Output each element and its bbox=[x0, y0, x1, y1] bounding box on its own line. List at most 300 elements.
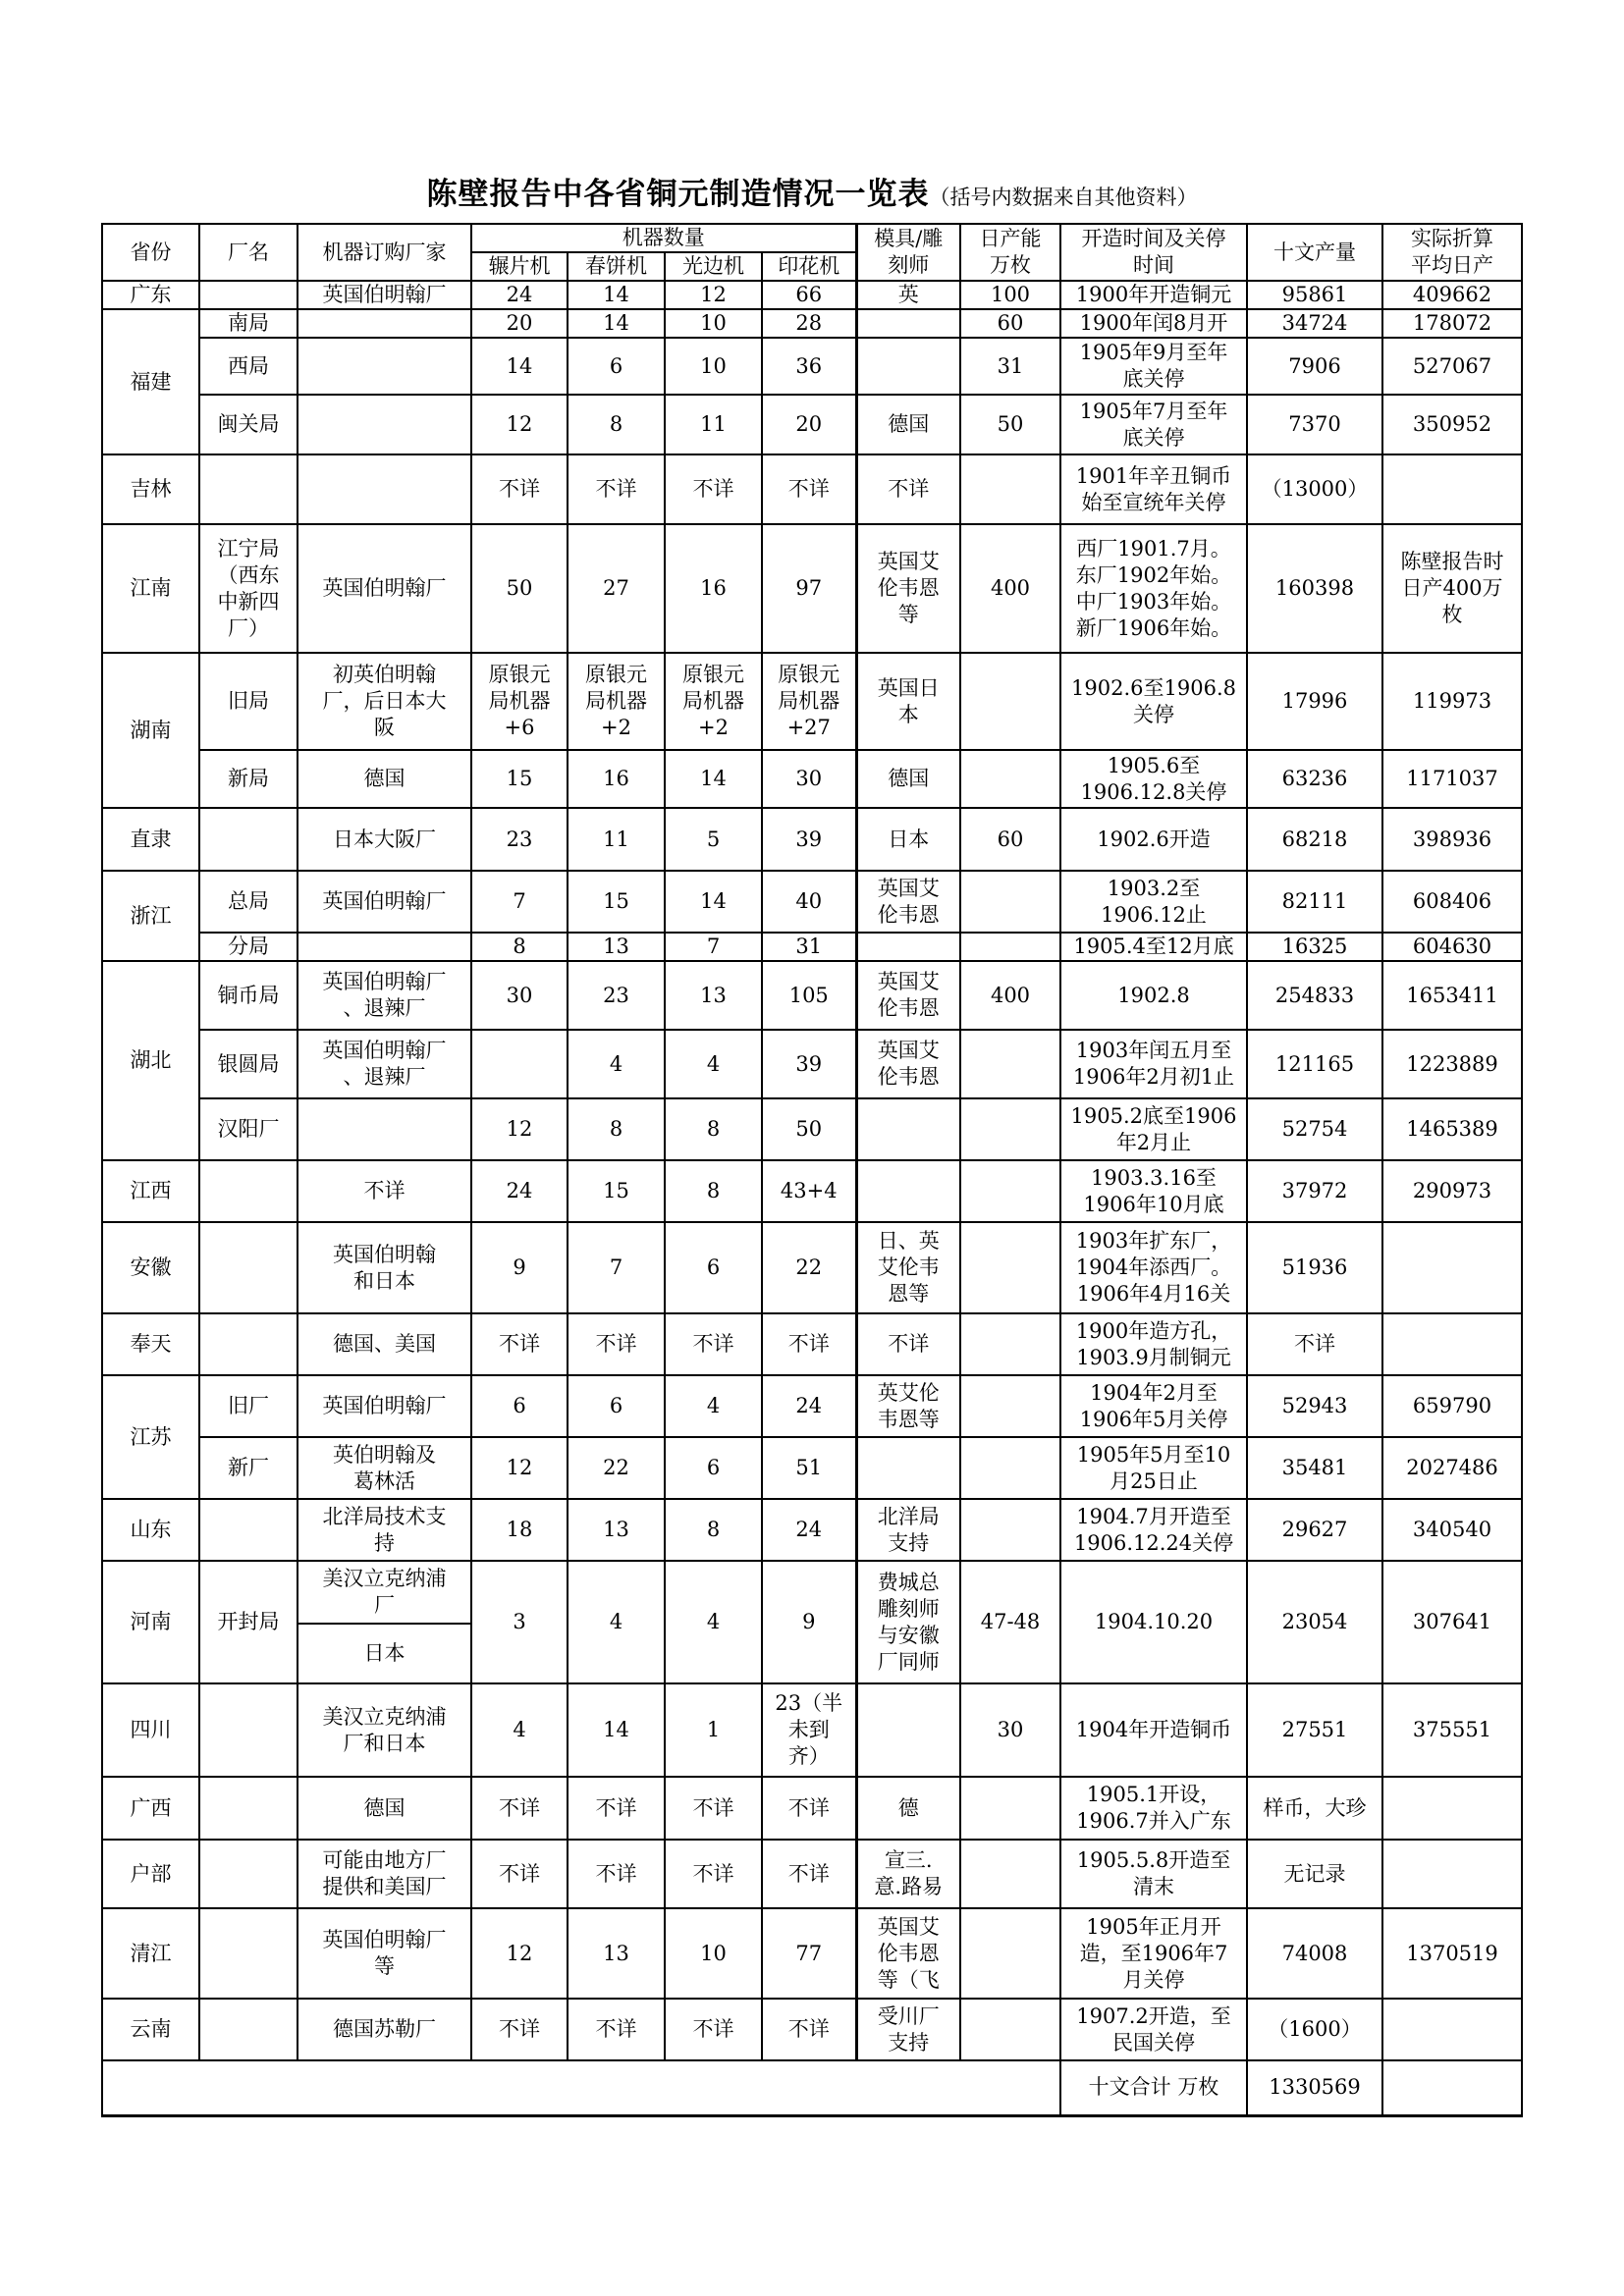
cell-output: 68218 bbox=[1247, 808, 1382, 871]
cell-output: 无记录 bbox=[1247, 1840, 1382, 1908]
cell-edge: 不详 bbox=[665, 1999, 762, 2060]
cell-supplier: 美汉立克纳浦 厂 bbox=[298, 1561, 471, 1624]
cell-province: 江苏 bbox=[102, 1375, 199, 1499]
cell-roller: 7 bbox=[471, 871, 568, 933]
cell-blank: 不详 bbox=[568, 1840, 665, 1908]
cell-output: 35481 bbox=[1247, 1437, 1382, 1499]
cell-avg: 604630 bbox=[1382, 933, 1522, 961]
cell-roller: 3 bbox=[471, 1561, 568, 1683]
cell-blank: 6 bbox=[568, 1375, 665, 1437]
cell-edge: 原银元 局机器 +2 bbox=[665, 653, 762, 750]
cell-output: 23054 bbox=[1247, 1561, 1382, 1683]
cell-avg: 409662 bbox=[1382, 281, 1522, 309]
table-row bbox=[102, 1840, 1522, 1908]
cell-press: 24 bbox=[762, 1375, 856, 1437]
cell-output: 7906 bbox=[1247, 338, 1382, 395]
cell-avg: 1171037 bbox=[1382, 750, 1522, 808]
header-edge: 光边机 bbox=[665, 252, 762, 281]
cell-factory: 江宁局 （西东 中新四 厂） bbox=[199, 524, 298, 653]
cell-daily bbox=[960, 454, 1060, 524]
cell-edge: 14 bbox=[665, 750, 762, 808]
cell-die: 英国艾 伦韦恩 等（飞 bbox=[856, 1908, 960, 1999]
table-row bbox=[102, 1375, 1522, 1437]
cell-avg bbox=[1382, 1999, 1522, 2060]
cell-roller: 8 bbox=[471, 933, 568, 961]
cell-blank: 8 bbox=[568, 1098, 665, 1160]
table-row bbox=[102, 1908, 1522, 1999]
table-row bbox=[102, 281, 1522, 309]
cell-press: 36 bbox=[762, 338, 856, 395]
cell-supplier: 德国苏勒厂 bbox=[298, 1999, 471, 2060]
cell-blank: 4 bbox=[568, 1561, 665, 1683]
cell-blank: 不详 bbox=[568, 1999, 665, 2060]
cell-blank: 13 bbox=[568, 1499, 665, 1561]
table-row bbox=[102, 1499, 1522, 1561]
header-province: 省份 bbox=[102, 224, 199, 281]
cell-die: 日、英 艾伦韦 恩等 bbox=[856, 1222, 960, 1313]
cell-avg: 1465389 bbox=[1382, 1098, 1522, 1160]
cell-blank: 8 bbox=[568, 395, 665, 454]
header-press: 印花机 bbox=[762, 252, 856, 281]
cell-blank: 14 bbox=[568, 309, 665, 338]
cell-supplier bbox=[298, 1098, 471, 1160]
table-row bbox=[102, 395, 1522, 454]
cell-period: 1903年闰五月至 1906年2月初1止 bbox=[1060, 1030, 1247, 1098]
cell-period: 1901年辛丑铜币 始至宣统年关停 bbox=[1060, 454, 1247, 524]
cell-period: 1903年扩东厂， 1904年添西厂。 1906年4月16关 bbox=[1060, 1222, 1247, 1313]
cell-press: 105 bbox=[762, 961, 856, 1030]
cell-roller: 不详 bbox=[471, 1777, 568, 1840]
cell-die: 北洋局 支持 bbox=[856, 1499, 960, 1561]
cell-output: （1600） bbox=[1247, 1999, 1382, 2060]
cell-daily bbox=[960, 1777, 1060, 1840]
cell-period: 1902.6至1906.8 关停 bbox=[1060, 653, 1247, 750]
table-row bbox=[102, 338, 1522, 395]
table-row bbox=[102, 309, 1522, 338]
cell-edge: 1 bbox=[665, 1683, 762, 1777]
cell-press: 不详 bbox=[762, 1777, 856, 1840]
cell-period: 1904.10.20 bbox=[1060, 1561, 1247, 1683]
cell-die bbox=[856, 309, 960, 338]
cell-daily: 400 bbox=[960, 961, 1060, 1030]
table-row bbox=[102, 1222, 1522, 1313]
cell-factory bbox=[199, 281, 298, 309]
cell-roller: 50 bbox=[471, 524, 568, 653]
cell-output: 17996 bbox=[1247, 653, 1382, 750]
cell-province: 湖南 bbox=[102, 653, 199, 808]
cell-avg: 290973 bbox=[1382, 1160, 1522, 1222]
cell-die bbox=[856, 1098, 960, 1160]
cell-daily bbox=[960, 871, 1060, 933]
table-row bbox=[102, 454, 1522, 524]
cell-blank: 16 bbox=[568, 750, 665, 808]
cell-press: 24 bbox=[762, 1499, 856, 1561]
cell-period: 1900年闰8月开 bbox=[1060, 309, 1247, 338]
cell-die: 英国艾 伦韦恩 bbox=[856, 1030, 960, 1098]
cell-edge: 13 bbox=[665, 961, 762, 1030]
cell-output: 52754 bbox=[1247, 1098, 1382, 1160]
cell-roller: 不详 bbox=[471, 454, 568, 524]
cell-daily: 100 bbox=[960, 281, 1060, 309]
cell-supplier bbox=[298, 309, 471, 338]
cell-factory: 新局 bbox=[199, 750, 298, 808]
cell-roller: 20 bbox=[471, 309, 568, 338]
cell-daily bbox=[960, 1999, 1060, 2060]
cell-period: 1903.3.16至 1906年10月底 bbox=[1060, 1160, 1247, 1222]
cell-supplier: 可能由地方厂 提供和美国厂 bbox=[298, 1840, 471, 1908]
table-row bbox=[102, 1561, 1522, 1624]
cell-edge: 8 bbox=[665, 1098, 762, 1160]
cell-province: 江西 bbox=[102, 1160, 199, 1222]
cell-output: 82111 bbox=[1247, 871, 1382, 933]
table-row bbox=[102, 524, 1522, 653]
cell-edge: 5 bbox=[665, 808, 762, 871]
cell-factory bbox=[199, 454, 298, 524]
cell-factory bbox=[199, 1999, 298, 2060]
cell-roller: 原银元 局机器 +6 bbox=[471, 653, 568, 750]
cell-roller: 12 bbox=[471, 1437, 568, 1499]
cell-die: 日本 bbox=[856, 808, 960, 871]
cell-factory bbox=[199, 1499, 298, 1561]
cell-period: 西厂1901.7月。 东厂1902年始。 中厂1903年始。 新厂1906年始。 bbox=[1060, 524, 1247, 653]
title-note: （括号内数据来自其他资料） bbox=[929, 186, 1198, 209]
header-factory: 厂名 bbox=[199, 224, 298, 281]
cell-factory: 开封局 bbox=[199, 1561, 298, 1683]
cell-supplier: 英国伯明翰厂 、退辣厂 bbox=[298, 1030, 471, 1098]
cell-supplier: 英国伯明翰厂 、退辣厂 bbox=[298, 961, 471, 1030]
cell-supplier: 德国 bbox=[298, 750, 471, 808]
cell-press: 28 bbox=[762, 309, 856, 338]
cell-factory bbox=[199, 1840, 298, 1908]
cell-avg bbox=[1382, 1840, 1522, 1908]
cell-daily: 60 bbox=[960, 309, 1060, 338]
cell-factory bbox=[199, 1313, 298, 1375]
cell-edge: 16 bbox=[665, 524, 762, 653]
cell-factory: 南局 bbox=[199, 309, 298, 338]
cell-die: 英国艾 伦韦恩 等 bbox=[856, 524, 960, 653]
cell-province: 四川 bbox=[102, 1683, 199, 1777]
cell-period: 1905年正月开 造，至1906年7 月关停 bbox=[1060, 1908, 1247, 1999]
table-row bbox=[102, 1160, 1522, 1222]
cell-blank: 13 bbox=[568, 933, 665, 961]
total-value: 1330569 bbox=[1247, 2060, 1382, 2115]
cell-supplier: 美汉立克纳浦 厂和日本 bbox=[298, 1683, 471, 1777]
cell-roller: 6 bbox=[471, 1375, 568, 1437]
cell-province: 江南 bbox=[102, 524, 199, 653]
cell-output: 16325 bbox=[1247, 933, 1382, 961]
cell-press: 97 bbox=[762, 524, 856, 653]
header-blank: 春饼机 bbox=[568, 252, 665, 281]
header-die: 模具/雕 刻师 bbox=[856, 224, 960, 281]
cell-province: 奉天 bbox=[102, 1313, 199, 1375]
cell-period: 1904.7月开造至 1906.12.24关停 bbox=[1060, 1499, 1247, 1561]
cell-province: 吉林 bbox=[102, 454, 199, 524]
cell-press: 20 bbox=[762, 395, 856, 454]
cell-period: 1904年2月至 1906年5月关停 bbox=[1060, 1375, 1247, 1437]
total-blank bbox=[102, 2060, 1060, 2115]
cell-supplier bbox=[298, 454, 471, 524]
cell-output: （13000） bbox=[1247, 454, 1382, 524]
cell-die: 受川厂 支持 bbox=[856, 1999, 960, 2060]
cell-roller: 12 bbox=[471, 395, 568, 454]
cell-period: 1902.6开造 bbox=[1060, 808, 1247, 871]
cell-supplier: 北洋局技术支 持 bbox=[298, 1499, 471, 1561]
cell-supplier: 德国 bbox=[298, 1777, 471, 1840]
cell-output: 29627 bbox=[1247, 1499, 1382, 1561]
cell-avg: 350952 bbox=[1382, 395, 1522, 454]
cell-edge: 不详 bbox=[665, 1840, 762, 1908]
cell-daily: 30 bbox=[960, 1683, 1060, 1777]
cell-die: 费城总 雕刻师 与安徽 厂同师 bbox=[856, 1561, 960, 1683]
cell-daily bbox=[960, 1437, 1060, 1499]
cell-province: 广西 bbox=[102, 1777, 199, 1840]
cell-daily bbox=[960, 933, 1060, 961]
cell-blank: 23 bbox=[568, 961, 665, 1030]
table-row bbox=[102, 1098, 1522, 1160]
cell-factory: 旧厂 bbox=[199, 1375, 298, 1437]
cell-die: 英 bbox=[856, 281, 960, 309]
cell-period: 1905.1开设， 1906.7并入广东 bbox=[1060, 1777, 1247, 1840]
table-row bbox=[102, 1313, 1522, 1375]
cell-factory: 新厂 bbox=[199, 1437, 298, 1499]
cell-blank: 11 bbox=[568, 808, 665, 871]
cell-die: 英国艾 伦韦恩 bbox=[856, 961, 960, 1030]
cell-factory: 分局 bbox=[199, 933, 298, 961]
table-row bbox=[102, 750, 1522, 808]
cell-die: 德国 bbox=[856, 750, 960, 808]
cell-roller: 不详 bbox=[471, 1999, 568, 2060]
cell-daily bbox=[960, 1375, 1060, 1437]
cell-edge: 10 bbox=[665, 1908, 762, 1999]
cell-edge: 不详 bbox=[665, 454, 762, 524]
header-avg: 实际折算 平均日产 bbox=[1382, 224, 1522, 281]
table-row bbox=[102, 933, 1522, 961]
cell-province: 广东 bbox=[102, 281, 199, 309]
cell-press: 51 bbox=[762, 1437, 856, 1499]
cell-period: 1904年开造铜币 bbox=[1060, 1683, 1247, 1777]
cell-period: 1905年9月至年 底关停 bbox=[1060, 338, 1247, 395]
cell-output: 254833 bbox=[1247, 961, 1382, 1030]
cell-edge: 不详 bbox=[665, 1313, 762, 1375]
cell-daily bbox=[960, 653, 1060, 750]
cell-roller: 12 bbox=[471, 1098, 568, 1160]
total-label: 十文合计 万枚 bbox=[1060, 2060, 1247, 2115]
cell-edge: 10 bbox=[665, 338, 762, 395]
cell-avg: 1370519 bbox=[1382, 1908, 1522, 1999]
cell-avg bbox=[1382, 1777, 1522, 1840]
cell-avg: 2027486 bbox=[1382, 1437, 1522, 1499]
cell-output: 34724 bbox=[1247, 309, 1382, 338]
cell-die bbox=[856, 933, 960, 961]
cell-press: 23（半 未到 齐） bbox=[762, 1683, 856, 1777]
total-avg bbox=[1382, 2060, 1522, 2115]
header-output: 十文产量 bbox=[1247, 224, 1382, 281]
cell-avg: 1223889 bbox=[1382, 1030, 1522, 1098]
cell-press: 不详 bbox=[762, 1840, 856, 1908]
cell-daily bbox=[960, 1840, 1060, 1908]
cell-roller: 15 bbox=[471, 750, 568, 808]
cell-supplier: 初英伯明翰 厂，后日本大 阪 bbox=[298, 653, 471, 750]
cell-press: 50 bbox=[762, 1098, 856, 1160]
cell-die: 宣三. 意.路易 bbox=[856, 1840, 960, 1908]
cell-avg: 398936 bbox=[1382, 808, 1522, 871]
cell-province: 云南 bbox=[102, 1999, 199, 2060]
cell-roller: 30 bbox=[471, 961, 568, 1030]
cell-province: 山东 bbox=[102, 1499, 199, 1561]
header-daily: 日产能 万枚 bbox=[960, 224, 1060, 281]
cell-daily bbox=[960, 1098, 1060, 1160]
cell-blank: 15 bbox=[568, 871, 665, 933]
cell-avg: 375551 bbox=[1382, 1683, 1522, 1777]
cell-factory: 银圆局 bbox=[199, 1030, 298, 1098]
table-row bbox=[102, 653, 1522, 750]
cell-blank: 原银元 局机器 +2 bbox=[568, 653, 665, 750]
cell-press: 66 bbox=[762, 281, 856, 309]
cell-period: 1905.5.8开造至 清末 bbox=[1060, 1840, 1247, 1908]
cell-daily bbox=[960, 1160, 1060, 1222]
cell-roller: 9 bbox=[471, 1222, 568, 1313]
cell-blank: 27 bbox=[568, 524, 665, 653]
cell-avg: 340540 bbox=[1382, 1499, 1522, 1561]
cell-province: 浙江 bbox=[102, 871, 199, 961]
cell-edge: 6 bbox=[665, 1437, 762, 1499]
cell-supplier: 英国伯明翰厂 等 bbox=[298, 1908, 471, 1999]
cell-factory: 铜币局 bbox=[199, 961, 298, 1030]
cell-supplier: 英国伯明翰厂 bbox=[298, 281, 471, 309]
cell-die: 不详 bbox=[856, 454, 960, 524]
cell-die: 英国日 本 bbox=[856, 653, 960, 750]
cell-province: 户部 bbox=[102, 1840, 199, 1908]
cell-output: 95861 bbox=[1247, 281, 1382, 309]
cell-die bbox=[856, 1683, 960, 1777]
title-main: 陈壁报告中各省铜元制造情况一览表 bbox=[426, 177, 930, 212]
cell-supplier: 日本 bbox=[298, 1624, 471, 1683]
table-row bbox=[102, 1683, 1522, 1777]
cell-output: 63236 bbox=[1247, 750, 1382, 808]
table-row bbox=[102, 1030, 1522, 1098]
copper-coin-table bbox=[101, 223, 1523, 2117]
cell-daily: 47-48 bbox=[960, 1561, 1060, 1683]
cell-period: 1900年开造铜元 bbox=[1060, 281, 1247, 309]
cell-avg: 119973 bbox=[1382, 653, 1522, 750]
cell-edge: 14 bbox=[665, 871, 762, 933]
cell-supplier bbox=[298, 395, 471, 454]
cell-output: 不详 bbox=[1247, 1313, 1382, 1375]
cell-press: 不详 bbox=[762, 1313, 856, 1375]
cell-factory: 总局 bbox=[199, 871, 298, 933]
cell-roller: 24 bbox=[471, 1160, 568, 1222]
cell-blank: 22 bbox=[568, 1437, 665, 1499]
cell-blank: 7 bbox=[568, 1222, 665, 1313]
cell-avg: 307641 bbox=[1382, 1561, 1522, 1683]
cell-press: 39 bbox=[762, 1030, 856, 1098]
cell-blank: 14 bbox=[568, 1683, 665, 1777]
cell-edge: 12 bbox=[665, 281, 762, 309]
cell-edge: 8 bbox=[665, 1499, 762, 1561]
cell-supplier: 日本大阪厂 bbox=[298, 808, 471, 871]
cell-avg: 178072 bbox=[1382, 309, 1522, 338]
header-period: 开造时间及关停 时间 bbox=[1060, 224, 1247, 281]
cell-edge: 4 bbox=[665, 1030, 762, 1098]
cell-period: 1903.2至 1906.12止 bbox=[1060, 871, 1247, 933]
cell-roller bbox=[471, 1030, 568, 1098]
cell-press: 77 bbox=[762, 1908, 856, 1999]
cell-period: 1905.6至 1906.12.8关停 bbox=[1060, 750, 1247, 808]
cell-province: 福建 bbox=[102, 309, 199, 454]
cell-output: 51936 bbox=[1247, 1222, 1382, 1313]
cell-daily bbox=[960, 1908, 1060, 1999]
cell-supplier: 不详 bbox=[298, 1160, 471, 1222]
cell-output: 52943 bbox=[1247, 1375, 1382, 1437]
cell-output: 37972 bbox=[1247, 1160, 1382, 1222]
cell-output: 160398 bbox=[1247, 524, 1382, 653]
cell-period: 1905.4至12月底 bbox=[1060, 933, 1247, 961]
cell-edge: 4 bbox=[665, 1561, 762, 1683]
cell-edge: 4 bbox=[665, 1375, 762, 1437]
table-row bbox=[102, 808, 1522, 871]
cell-press: 30 bbox=[762, 750, 856, 808]
cell-daily bbox=[960, 750, 1060, 808]
page-title bbox=[0, 169, 1624, 213]
cell-die bbox=[856, 1437, 960, 1499]
cell-supplier: 德国、美国 bbox=[298, 1313, 471, 1375]
table-row bbox=[102, 1437, 1522, 1499]
cell-blank: 13 bbox=[568, 1908, 665, 1999]
cell-press: 原银元 局机器 +27 bbox=[762, 653, 856, 750]
cell-supplier: 英国伯明翰厂 bbox=[298, 1375, 471, 1437]
cell-die: 德国 bbox=[856, 395, 960, 454]
header-machines: 机器数量 bbox=[471, 224, 856, 252]
cell-edge: 不详 bbox=[665, 1777, 762, 1840]
cell-daily bbox=[960, 1222, 1060, 1313]
cell-province: 清江 bbox=[102, 1908, 199, 1999]
cell-edge: 8 bbox=[665, 1160, 762, 1222]
cell-period: 1905年7月至年 底关停 bbox=[1060, 395, 1247, 454]
cell-factory: 闽关局 bbox=[199, 395, 298, 454]
cell-factory bbox=[199, 1908, 298, 1999]
cell-avg: 659790 bbox=[1382, 1375, 1522, 1437]
cell-roller: 不详 bbox=[471, 1313, 568, 1375]
table-row bbox=[102, 961, 1522, 1030]
cell-avg bbox=[1382, 454, 1522, 524]
cell-avg: 527067 bbox=[1382, 338, 1522, 395]
cell-output: 27551 bbox=[1247, 1683, 1382, 1777]
header-supplier: 机器订购厂家 bbox=[298, 224, 471, 281]
cell-avg: 陈壁报告时 日产400万 枚 bbox=[1382, 524, 1522, 653]
cell-factory bbox=[199, 1683, 298, 1777]
cell-factory: 旧局 bbox=[199, 653, 298, 750]
cell-edge: 10 bbox=[665, 309, 762, 338]
cell-blank: 6 bbox=[568, 338, 665, 395]
cell-press: 39 bbox=[762, 808, 856, 871]
cell-blank: 15 bbox=[568, 1160, 665, 1222]
cell-roller: 12 bbox=[471, 1908, 568, 1999]
cell-supplier: 英国伯明翰厂 bbox=[298, 871, 471, 933]
cell-blank: 14 bbox=[568, 281, 665, 309]
cell-period: 1905.2底至1906 年2月止 bbox=[1060, 1098, 1247, 1160]
cell-blank: 不详 bbox=[568, 1313, 665, 1375]
cell-period: 1907.2开造，至 民国关停 bbox=[1060, 1999, 1247, 2060]
cell-roller: 4 bbox=[471, 1683, 568, 1777]
cell-output: 样币，大珍 bbox=[1247, 1777, 1382, 1840]
cell-daily: 400 bbox=[960, 524, 1060, 653]
table-row bbox=[102, 1777, 1522, 1840]
cell-output: 121165 bbox=[1247, 1030, 1382, 1098]
cell-edge: 6 bbox=[665, 1222, 762, 1313]
cell-supplier: 英国伯明翰厂 bbox=[298, 524, 471, 653]
cell-daily: 60 bbox=[960, 808, 1060, 871]
cell-roller: 14 bbox=[471, 338, 568, 395]
